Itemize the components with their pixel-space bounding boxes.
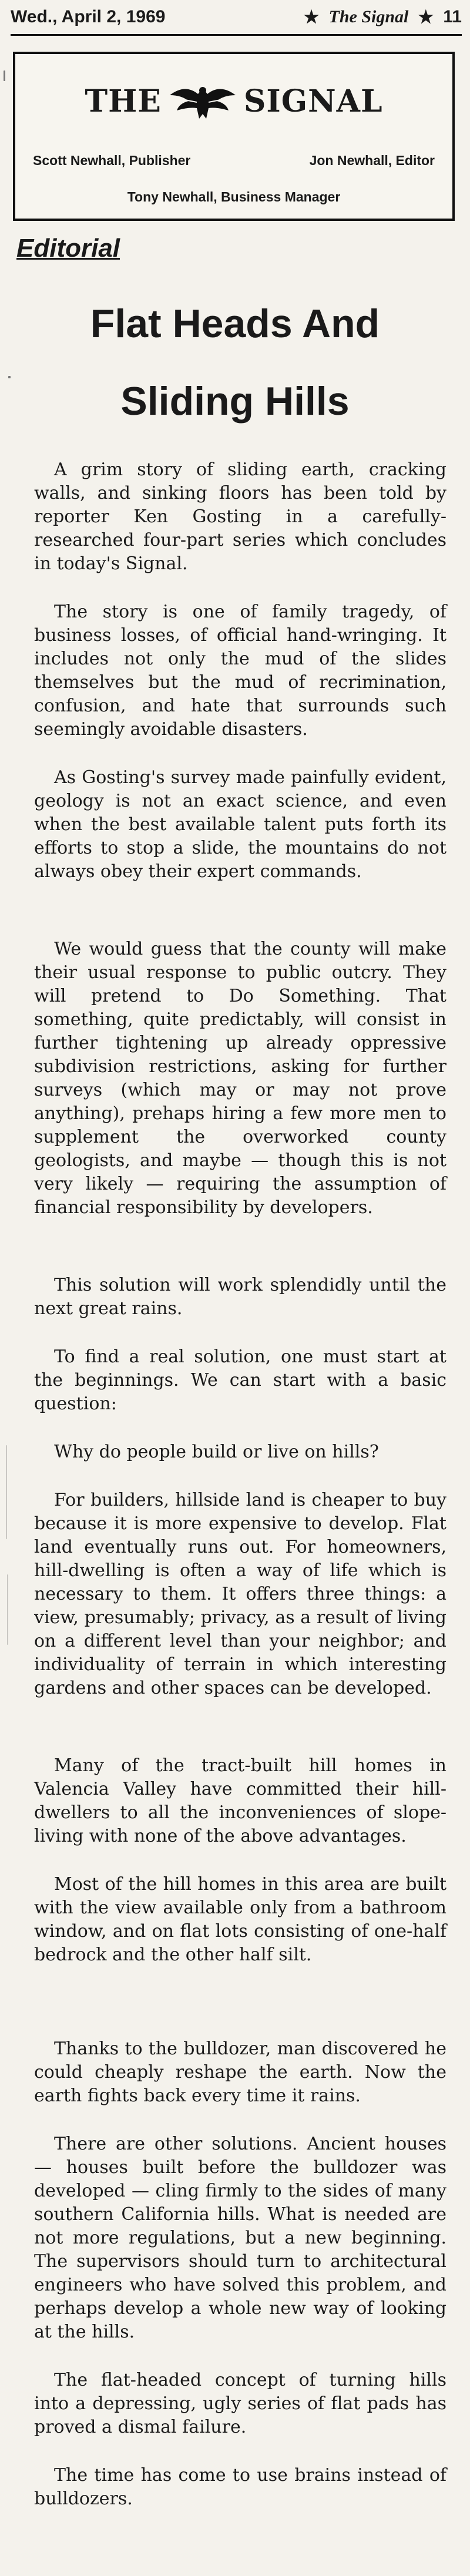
paragraph: Why do people build or live on hills? <box>54 1442 379 1462</box>
dateline-paper-name: The Signal <box>328 7 409 26</box>
paragraph: The time has come to use brains instead of bulldozers. <box>34 2465 446 2509</box>
section-label: Editorial <box>16 234 120 263</box>
dateline-date: Wed., April 2, 1969 <box>11 7 166 26</box>
paragraph: Many of the tract-built hill homes in Valencia Valley have committed their hill-dwellers to all the inconveniences of slope-living with none of the above advantages. <box>34 1755 446 1846</box>
masthead-title-right: SIGNAL <box>243 83 383 119</box>
editor: Jon Newhall, Editor <box>309 153 435 168</box>
paragraph: Most of the hill homes in this area are built with the view available only from a bathroom window, and on flat lots consisting of one-half bedrock and the other half silt. <box>34 1874 446 1965</box>
publisher: Scott Newhall, Publisher <box>33 153 191 168</box>
paragraph: For builders, hillside land is cheaper to buy because it is more expensive to develop. Flat land eventually runs out. For homeowners, hill-dwelling is often a way of life which is necessary to them. It offers three things: a view, presumably; privacy, as a result of living on a different level than your neighbor; and individuality of terrain in which interesting gardens and other spaces can be developed. <box>34 1490 446 1698</box>
print-speck <box>8 376 11 378</box>
headline-line-1: Flat Heads And <box>90 301 380 346</box>
paragraph: The flat-headed concept of turning hills into a depressing, ugly series of flat pads has proved a dismal failure. <box>34 2370 446 2437</box>
paragraph: A grim story of sliding earth, cracking walls, and sinking floors has been told by reporter Ken Gosting in a carefully-researched four-part series which concludes in today's Signal. <box>34 459 446 574</box>
masthead-title-left: THE <box>85 83 162 119</box>
paragraph: Thanks to the bulldozer, man discovered he could cheaply reshape the earth. Now the earth fights back every time it rains. <box>34 2038 446 2106</box>
dateline-paper <box>304 7 462 28</box>
headline <box>0 285 470 440</box>
paragraph: There are other solutions. Ancient houses — houses built before the bulldozer was developed — cling firmly to the sides of many southern California hills. What is needed are not more regulations, but a new beginning. The supervisors should turn to architectural engineers who have solved this problem, and perhaps develop a whole new way of looking at the hills. <box>34 2134 446 2342</box>
business-manager: Tony Newhall, Business Manager <box>127 189 341 204</box>
paragraph: We would guess that the county will make their usual response to public outcry. They will pretend to Do Something. That something, quite predictably, will consist in further tightening up already oppressive subdivision restrictions, asking for further surveys (which may or may not prove anything), prehaps hiring a few more men to supplement the overworked county geologists, and maybe — though this is not very likely — requiring the assumption of financial responsibility by developers. <box>34 939 446 1218</box>
star-icon: ★ <box>418 7 434 27</box>
star-icon: ★ <box>303 7 320 27</box>
paragraph: This solution will work splendidly until the next great rains. <box>34 1275 446 1319</box>
staff-row <box>33 153 435 169</box>
eagle-icon <box>167 78 238 125</box>
masthead-title <box>15 78 452 125</box>
headline-line-2: Sliding Hills <box>120 379 350 424</box>
print-speck <box>7 1574 8 1645</box>
paragraph: The story is one of family tragedy, of business losses, of official hand-wringing. It includes not only the mud of the slides themselves but the mud of recrimination, confusion, and hate that surrounds such seemingly avoidable disasters. <box>34 602 446 740</box>
masthead <box>13 52 455 221</box>
paragraph: As Gosting's survey made painfully evident, geology is not an exact science, and even when the best available talent puts forth its efforts to stop a slide, the mountains do not always obey their expert commands. <box>34 767 446 882</box>
paragraph: To find a real solution, one must start at the beginnings. We can start with a basic question: <box>34 1346 446 1414</box>
editorial-body <box>34 458 446 2535</box>
print-speck <box>4 70 5 81</box>
dateline-page-number: 11 <box>443 7 462 26</box>
print-speck <box>6 1445 7 1539</box>
dateline <box>11 0 462 36</box>
